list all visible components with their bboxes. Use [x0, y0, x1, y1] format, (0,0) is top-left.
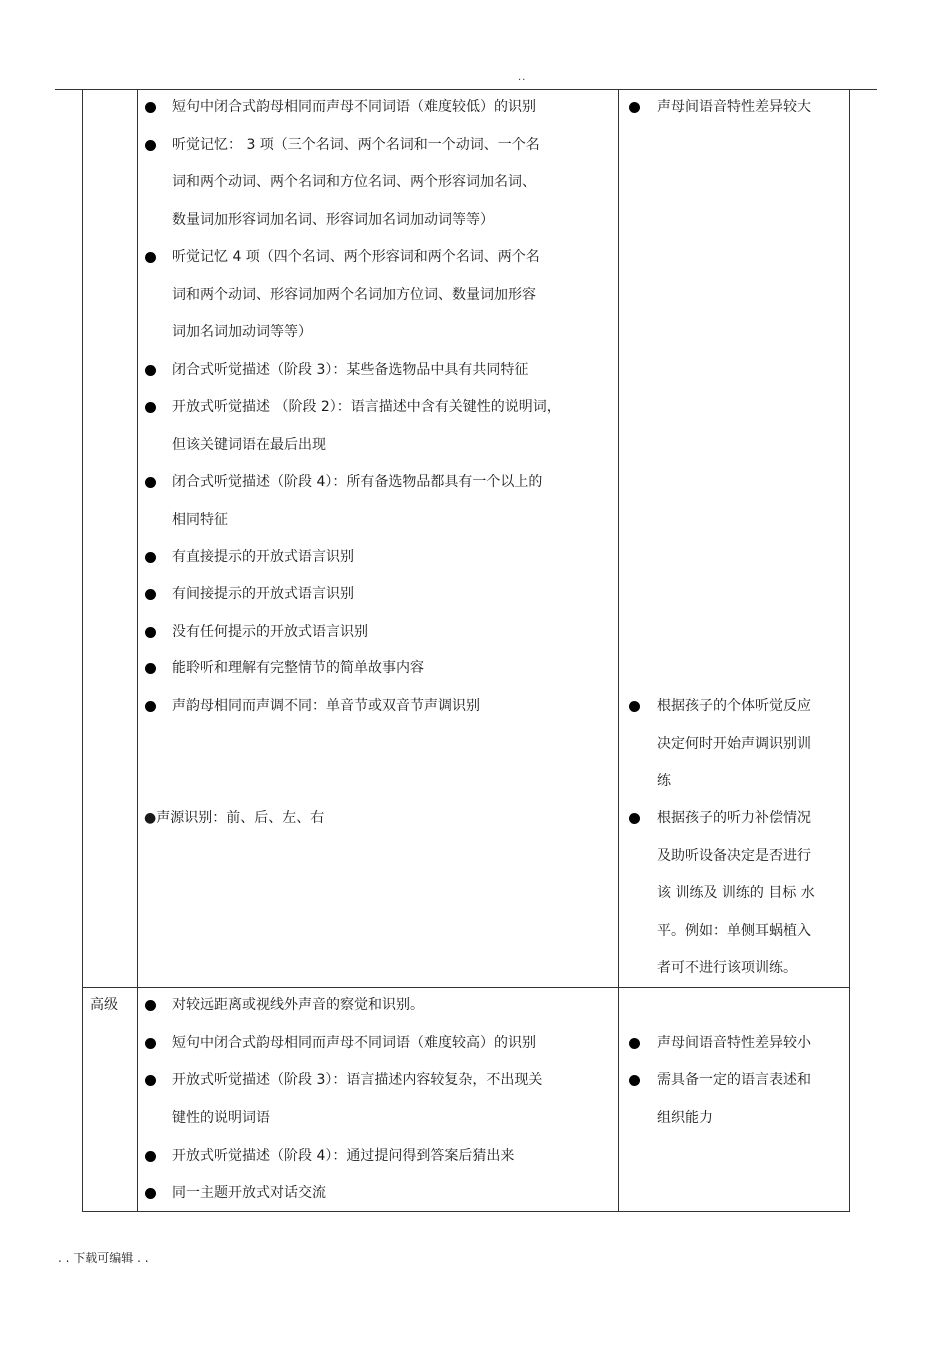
bullet-icon — [145, 402, 156, 413]
bullet-icon — [145, 701, 156, 712]
table-divider-level — [137, 90, 138, 1211]
bullet-icon — [145, 1151, 156, 1162]
list-item-text: 开放式听觉描述 （阶段 2）：语言描述中含有关键性的说明词， — [172, 399, 561, 415]
table-border-right — [849, 90, 850, 1211]
list-item-text: 闭合式听觉描述（阶段 3）：某些备选物品中具有共同特征 — [172, 361, 529, 378]
list-item-text: 词和两个动词、两个名词和方位名词、两个形容词加名词、 — [172, 174, 536, 190]
bullet-icon — [629, 1075, 640, 1086]
list-item-text: 平。例如：单侧耳蜗植入 — [657, 922, 811, 939]
footer-note: . . 下载可编辑 . . — [58, 1251, 149, 1265]
list-item-text: 相同特征 — [172, 511, 228, 528]
list-item-text: 能聆听和理解有完整情节的简单故事内容 — [172, 660, 424, 676]
list-item-text: 决定何时开始声调识别训 — [657, 735, 811, 752]
bullet-icon — [145, 1000, 156, 1011]
list-item-text: 听觉记忆 4 项（四个名词、两个形容词和两个名词、两个名 — [172, 249, 540, 265]
header-mark: .. — [518, 72, 527, 83]
bullet-icon — [145, 663, 156, 674]
table-divider-notes — [618, 90, 619, 1211]
list-item-text: 同一主题开放式对话交流 — [172, 1185, 326, 1201]
bullet-icon — [145, 252, 156, 263]
bullet-icon — [145, 552, 156, 563]
list-item-text: 声母间语音特性差异较大 — [657, 99, 811, 115]
bullet-icon — [145, 140, 156, 151]
list-item-text: 需具备一定的语言表述和 — [657, 1072, 811, 1088]
list-item-text: 没有任何提示的开放式语言识别 — [172, 623, 368, 640]
table-border-left — [82, 90, 83, 1211]
list-item-text: 练 — [657, 773, 671, 789]
bullet-icon — [629, 701, 640, 712]
list-item-text: 听觉记忆： 3 项（三个名词、两个名词和一个动词、一个名 — [172, 136, 540, 153]
list-item-text: 者可不进行该项训练。 — [657, 960, 797, 976]
bullet-icon — [145, 589, 156, 600]
bullet-icon — [145, 477, 156, 488]
list-item-text: 该 训练及 训练的 目标 水 — [657, 885, 815, 901]
bullet-icon — [145, 1188, 156, 1199]
bullet-icon — [145, 627, 156, 638]
bullet-icon — [145, 102, 156, 113]
level-label-advanced: 高级 — [90, 997, 118, 1013]
list-item-text: 声母间语音特性差异较小 — [657, 1035, 811, 1051]
bullet-icon — [145, 365, 156, 376]
list-item-text: 词加名词加动词等等） — [172, 324, 312, 340]
list-item-text: 开放式听觉描述（阶段 4）：通过提问得到答案后猜出来 — [172, 1148, 515, 1164]
list-item-text: 有直接提示的开放式语言识别 — [172, 548, 354, 565]
list-item-text: 有间接提示的开放式语言识别 — [172, 586, 354, 602]
list-item-text: 组织能力 — [657, 1109, 713, 1126]
bullet-icon — [629, 1038, 640, 1049]
list-item-text: 对较远距离或视线外声音的察觉和识别。 — [172, 997, 424, 1013]
bullet-icon — [145, 1038, 156, 1049]
list-item-text: 词和两个动词、形容词加两个名词加方位词、数量词加形容 — [172, 286, 536, 303]
list-item-text: 短句中闭合式韵母相同而声母不同词语（难度较低）的识别 — [172, 99, 536, 115]
bullet-icon — [145, 1075, 156, 1086]
list-item-text: 闭合式听觉描述（阶段 4）：所有备选物品都具有一个以上的 — [172, 474, 543, 490]
list-item-text: 但该关键词语在最后出现 — [172, 436, 326, 453]
list-item-text: 数量词加形容词加名词、形容词加名词加动词等等） — [172, 211, 494, 228]
list-item-text: 根据孩子的个体听觉反应 — [657, 698, 811, 714]
list-item-text: 短句中闭合式韵母相同而声母不同词语（难度较高）的识别 — [172, 1035, 536, 1051]
list-item-text: 键性的说明词语 — [172, 1109, 270, 1126]
bullet-icon — [629, 102, 640, 113]
list-item-text: 及助听设备决定是否进行 — [657, 847, 811, 864]
list-item-text: 开放式听觉描述（阶段 3）：语言描述内容较复杂，不出现关 — [172, 1072, 543, 1088]
bullet-icon — [629, 813, 640, 824]
sound-source-item: ●声源识别：前、后、左、右 — [144, 810, 325, 826]
list-item-text: 声韵母相同而声调不同：单音节或双音节声调识别 — [172, 698, 480, 714]
list-item-text: 根据孩子的听力补偿情况 — [657, 810, 811, 826]
